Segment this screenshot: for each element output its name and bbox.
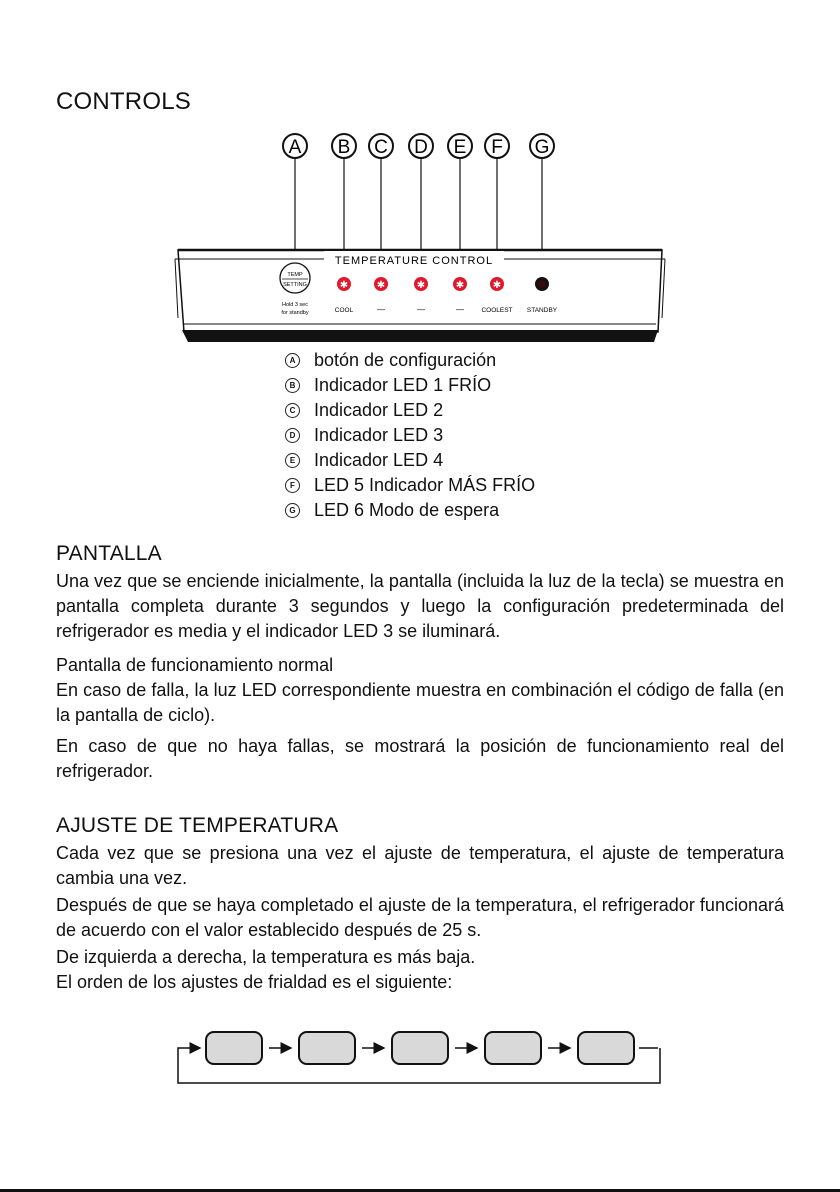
legend-item-g <box>285 498 499 522</box>
ajuste-heading: AJUSTE DE TEMPERATURA <box>56 814 339 837</box>
led-4 <box>453 277 467 291</box>
svg-text:✱: ✱ <box>492 280 502 291</box>
svg-text:C: C <box>374 137 388 158</box>
flow-step-1 <box>206 1032 262 1064</box>
svg-text:✱: ✱ <box>455 280 465 291</box>
legend-item-d <box>285 423 443 447</box>
legend-text: Indicador LED 3 <box>314 424 444 445</box>
led-6-standby <box>535 277 549 291</box>
pantalla-paragraph-1: Una vez que se enciende inicialmente, la pantalla (incluida la luz de la tecla) se muestra en pantalla completa durante 3 segundos y luego la configuración predeterminada del refrigerador es media y el indicador LED 3 se iluminará. <box>56 571 784 641</box>
svg-text:E: E <box>453 137 467 158</box>
flow-step-3 <box>392 1032 448 1064</box>
ajuste-paragraph-3: De izquierda a derecha, la temperatura es más baja. <box>56 947 476 967</box>
legend-text: LED 5 Indicador MÁS FRÍO <box>314 474 536 495</box>
led-3 <box>414 277 428 291</box>
legend-text: Indicador LED 2 <box>314 399 444 420</box>
temp-setting-button[interactable] <box>280 263 310 293</box>
callout-e <box>448 134 472 158</box>
svg-text:✱: ✱ <box>416 280 426 291</box>
pantalla-subheading: Pantalla de funcionamiento normal <box>56 655 334 675</box>
led-label-coolest: COOLEST <box>481 307 513 314</box>
svg-text:✱: ✱ <box>339 280 349 291</box>
led-2 <box>374 277 388 291</box>
callout-a <box>283 134 307 158</box>
legend-item-c <box>285 398 443 422</box>
legend-text: Indicador LED 1 FRÍO <box>314 374 492 395</box>
legend-badge: E <box>285 453 300 468</box>
led-label-standby: STANDBY <box>526 307 558 314</box>
callout-b <box>332 134 356 158</box>
ajuste-paragraph-4: El orden de los ajustes de frialdad es el siguiente: <box>56 972 453 992</box>
panel-header: TEMPERATURE CONTROL <box>334 255 494 267</box>
legend-item-e <box>285 448 443 472</box>
pantalla-paragraph-3: En caso de que no haya fallas, se mostrará la posición de funcionamiento real del refrigerador. <box>56 736 784 781</box>
svg-text:✱: ✱ <box>376 280 386 291</box>
legend-badge: G <box>285 503 300 518</box>
flow-step-4 <box>485 1032 541 1064</box>
legend-item-a <box>285 348 496 372</box>
led-5 <box>490 277 504 291</box>
svg-text:D: D <box>414 137 428 158</box>
legend-badge: D <box>285 428 300 443</box>
button-caption-1: Hold 3 sec <box>282 302 308 308</box>
ajuste-paragraph-1: Cada vez que se presiona una vez el ajuste de temperatura, el ajuste de temperatura cambia una vez. <box>56 843 784 888</box>
svg-text:F: F <box>491 137 503 158</box>
flow-step-5 <box>578 1032 634 1064</box>
button-caption-2: for standby <box>281 310 309 316</box>
setting-order-flow-diagram <box>170 1025 670 1095</box>
page-title: CONTROLS <box>56 88 191 115</box>
svg-text:G: G <box>534 137 550 158</box>
led-label-4: — <box>456 305 464 314</box>
pantalla-heading: PANTALLA <box>56 542 162 565</box>
legend-badge: F <box>285 478 300 493</box>
led-label-cool: COOL <box>334 307 354 314</box>
legend-badge: A <box>285 353 300 368</box>
callout-c <box>369 134 393 158</box>
control-panel-diagram <box>170 130 670 345</box>
ajuste-paragraph-2: Después de que se haya completado el ajuste de la temperatura, el refrigerador funcionará de acuerdo con el valor establecido después de 25 s. <box>56 895 784 940</box>
svg-text:SETTING: SETTING <box>283 282 307 288</box>
callout-g <box>530 134 554 158</box>
flow-step-2 <box>299 1032 355 1064</box>
svg-text:TEMP: TEMP <box>287 272 303 278</box>
callout-f <box>485 134 509 158</box>
svg-text:A: A <box>288 137 302 158</box>
legend-text: botón de configuración <box>314 349 497 370</box>
led-label-2: — <box>377 305 385 314</box>
legend-item-f <box>285 473 535 497</box>
callout-d <box>409 134 433 158</box>
legend-item-b <box>285 373 491 397</box>
legend-badge: B <box>285 378 300 393</box>
led-1 <box>337 277 351 291</box>
legend-text: Indicador LED 4 <box>314 449 444 470</box>
svg-text:B: B <box>337 137 351 158</box>
pantalla-paragraph-2: En caso de falla, la luz LED correspondiente muestra en combinación el código de falla (en la pantalla de ciclo). <box>56 680 784 725</box>
legend-badge: C <box>285 403 300 418</box>
legend-text: LED 6 Modo de espera <box>314 499 500 520</box>
led-label-3: — <box>417 305 425 314</box>
